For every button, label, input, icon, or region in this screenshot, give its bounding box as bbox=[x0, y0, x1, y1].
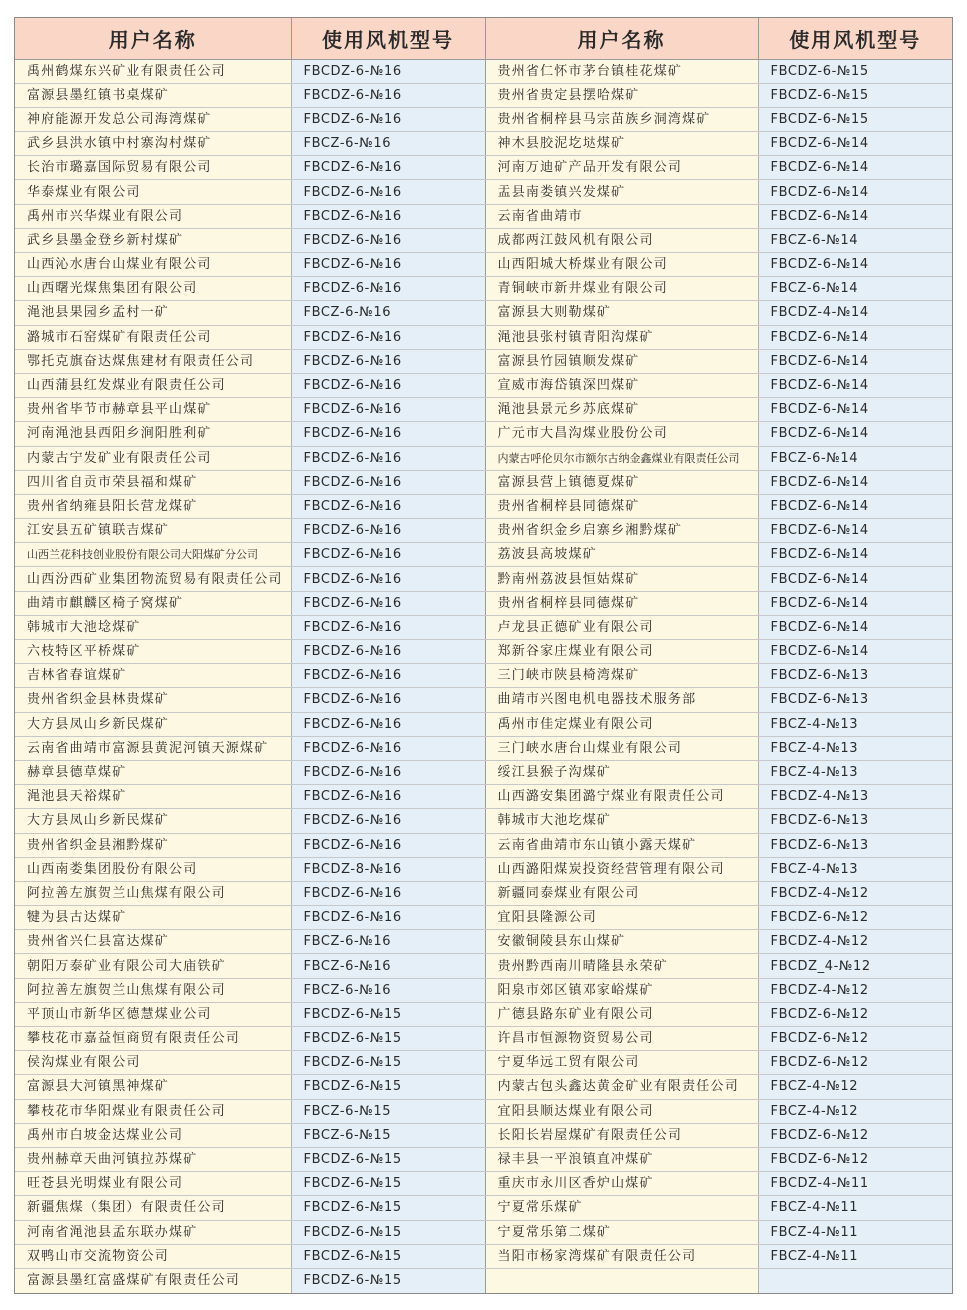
user-name-cell: 武乡县洪水镇中村寨沟村煤矿 bbox=[15, 132, 291, 156]
fan-model-cell: FBCDZ-6-№16 bbox=[291, 204, 485, 228]
fan-model-cell-2: FBCDZ-6-№14 bbox=[758, 519, 952, 543]
user-name-cell-2: 渑池县景元乡苏底煤矿 bbox=[485, 398, 758, 422]
fan-model-cell-2: FBCDZ-6-№14 bbox=[758, 373, 952, 397]
fan-model-cell-2: FBCDZ-6-№14 bbox=[758, 543, 952, 567]
table-row bbox=[15, 398, 952, 422]
fan-model-cell-2: FBCDZ-6-№14 bbox=[758, 640, 952, 664]
table-row bbox=[15, 833, 952, 857]
user-name-cell: 大方县凤山乡新民煤矿 bbox=[15, 712, 291, 736]
fan-model-cell-2: FBCDZ-4-№12 bbox=[758, 978, 952, 1002]
fan-model-cell-2: FBCDZ-4-№12 bbox=[758, 881, 952, 905]
user-name-cell: 山西南娄集团股份有限公司 bbox=[15, 857, 291, 881]
table-row bbox=[15, 1075, 952, 1099]
fan-model-cell: FBCDZ-6-№16 bbox=[291, 591, 485, 615]
table-row bbox=[15, 1268, 952, 1292]
fan-model-cell: FBCDZ-6-№16 bbox=[291, 833, 485, 857]
user-name-cell: 华泰煤业有限公司 bbox=[15, 180, 291, 204]
user-name-cell: 江安县五矿镇联吉煤矿 bbox=[15, 519, 291, 543]
table-row bbox=[15, 760, 952, 784]
fan-model-cell: FBCDZ-6-№15 bbox=[291, 1172, 485, 1196]
user-name-cell-2: 宁夏常乐第二煤矿 bbox=[485, 1220, 758, 1244]
user-name-cell: 富源县大河镇黑神煤矿 bbox=[15, 1075, 291, 1099]
user-name-cell-2: 长阳长岩屋煤矿有限责任公司 bbox=[485, 1123, 758, 1147]
table-row bbox=[15, 446, 952, 470]
fan-model-cell: FBCDZ-6-№16 bbox=[291, 712, 485, 736]
fan-model-cell-2: FBCDZ-6-№14 bbox=[758, 422, 952, 446]
table-row bbox=[15, 156, 952, 180]
fan-model-cell-2: FBCZ-4-№13 bbox=[758, 712, 952, 736]
table-row bbox=[15, 349, 952, 373]
table-row bbox=[15, 470, 952, 494]
table-row bbox=[15, 1220, 952, 1244]
table-row bbox=[15, 253, 952, 277]
user-name-cell: 六枝特区平桥煤矿 bbox=[15, 640, 291, 664]
fan-model-cell-2: FBCDZ-6-№12 bbox=[758, 1051, 952, 1075]
table-row bbox=[15, 1051, 952, 1075]
fan-model-cell: FBCDZ-6-№16 bbox=[291, 640, 485, 664]
user-name-cell: 攀枝花市嘉益恒商贸有限责任公司 bbox=[15, 1027, 291, 1051]
user-name-cell-2: 三门峡水唐台山煤业有限公司 bbox=[485, 736, 758, 760]
table-row bbox=[15, 1196, 952, 1220]
fan-model-cell: FBCDZ-6-№16 bbox=[291, 567, 485, 591]
user-name-cell: 贵州省织金县湘黔煤矿 bbox=[15, 833, 291, 857]
user-name-cell: 曲靖市麒麟区椅子窝煤矿 bbox=[15, 591, 291, 615]
fan-model-cell-2: FBCDZ-6-№12 bbox=[758, 906, 952, 930]
user-name-cell: 阿拉善左旗贺兰山焦煤有限公司 bbox=[15, 881, 291, 905]
user-name-cell: 富源县墨红镇书桌煤矿 bbox=[15, 83, 291, 107]
table-row bbox=[15, 132, 952, 156]
table-row bbox=[15, 954, 952, 978]
user-name-cell: 阿拉善左旗贺兰山焦煤有限公司 bbox=[15, 978, 291, 1002]
user-name-cell: 韩城市大池埝煤矿 bbox=[15, 615, 291, 639]
user-name-cell-2: 山西潞阳煤炭投资经营管理有限公司 bbox=[485, 857, 758, 881]
fan-model-cell: FBCDZ-6-№16 bbox=[291, 615, 485, 639]
fan-model-cell-2: FBCDZ-6-№15 bbox=[758, 59, 952, 83]
user-name-cell-2: 富源县大则勒煤矿 bbox=[485, 301, 758, 325]
fan-model-cell-2: FBCZ-6-№14 bbox=[758, 446, 952, 470]
fan-model-cell-2: FBCDZ-6-№14 bbox=[758, 470, 952, 494]
fan-model-cell: FBCDZ-6-№16 bbox=[291, 543, 485, 567]
user-name-cell-2: 富源县营上镇德夏煤矿 bbox=[485, 470, 758, 494]
user-name-cell: 攀枝花市华阳煤业有限责任公司 bbox=[15, 1099, 291, 1123]
fan-model-cell-2: FBCDZ-6-№14 bbox=[758, 132, 952, 156]
user-name-cell: 犍为县古达煤矿 bbox=[15, 906, 291, 930]
fan-model-cell-2: FBCDZ-6-№14 bbox=[758, 325, 952, 349]
user-name-cell: 神府能源开发总公司海湾煤矿 bbox=[15, 107, 291, 131]
user-name-cell: 贵州省纳雍县阳长营龙煤矿 bbox=[15, 494, 291, 518]
table-row bbox=[15, 615, 952, 639]
user-name-cell-2: 云南省曲靖市东山镇小露天煤矿 bbox=[485, 833, 758, 857]
table-row bbox=[15, 1244, 952, 1268]
fan-model-cell: FBCDZ-6-№15 bbox=[291, 1027, 485, 1051]
fan-model-cell-2: FBCDZ-6-№14 bbox=[758, 156, 952, 180]
user-name-cell-2: 安徽铜陵县东山煤矿 bbox=[485, 930, 758, 954]
user-name-cell: 旺苍县光明煤业有限公司 bbox=[15, 1172, 291, 1196]
table-row bbox=[15, 640, 952, 664]
user-name-cell-2: 禄丰县一平浪镇直冲煤矿 bbox=[485, 1147, 758, 1171]
fan-model-cell: FBCZ-6-№16 bbox=[291, 978, 485, 1002]
fan-model-cell: FBCDZ-6-№16 bbox=[291, 494, 485, 518]
fan-model-cell-2: FBCDZ-6-№14 bbox=[758, 180, 952, 204]
fan-model-cell-2: FBCDZ-6-№14 bbox=[758, 494, 952, 518]
fan-model-cell: FBCZ-6-№16 bbox=[291, 301, 485, 325]
table-body bbox=[15, 59, 952, 1293]
user-name-cell-2: 神木县胶泥圪垯煤矿 bbox=[485, 132, 758, 156]
table-row bbox=[15, 325, 952, 349]
user-name-cell-2: 宁夏常乐煤矿 bbox=[485, 1196, 758, 1220]
fan-model-cell: FBCDZ-6-№15 bbox=[291, 1002, 485, 1026]
table-header-row bbox=[15, 18, 952, 59]
fan-model-cell: FBCDZ-6-№16 bbox=[291, 446, 485, 470]
user-name-cell: 山西曙光煤焦集团有限公司 bbox=[15, 277, 291, 301]
user-name-cell: 贵州省织金县林贵煤矿 bbox=[15, 688, 291, 712]
user-name-cell-2: 禹州市佳定煤业有限公司 bbox=[485, 712, 758, 736]
fan-model-cell-2: FBCZ-6-№14 bbox=[758, 228, 952, 252]
table-row bbox=[15, 785, 952, 809]
user-name-cell-2: 河南万迪矿产品开发有限公司 bbox=[485, 156, 758, 180]
table-row bbox=[15, 1147, 952, 1171]
table-row bbox=[15, 83, 952, 107]
user-name-cell-2: 当阳市杨家湾煤矿有限责任公司 bbox=[485, 1244, 758, 1268]
fan-model-cell: FBCDZ-6-№16 bbox=[291, 253, 485, 277]
fan-model-cell-2: FBCDZ-4-№14 bbox=[758, 301, 952, 325]
fan-model-cell: FBCDZ-6-№15 bbox=[291, 1244, 485, 1268]
user-name-cell-2: 广元市大昌沟煤业股份公司 bbox=[485, 422, 758, 446]
table-row bbox=[15, 688, 952, 712]
fan-model-cell: FBCDZ-6-№16 bbox=[291, 760, 485, 784]
table-row bbox=[15, 422, 952, 446]
fan-model-cell-2: FBCZ-4-№11 bbox=[758, 1220, 952, 1244]
fan-model-cell-2: FBCDZ-6-№12 bbox=[758, 1002, 952, 1026]
fan-model-cell-2: FBCZ-4-№13 bbox=[758, 857, 952, 881]
table-row bbox=[15, 277, 952, 301]
table-row bbox=[15, 881, 952, 905]
fan-model-cell: FBCDZ-6-№16 bbox=[291, 349, 485, 373]
fan-model-cell-2: FBCZ-4-№11 bbox=[758, 1244, 952, 1268]
fan-user-table bbox=[15, 18, 952, 1293]
fan-model-cell: FBCDZ-6-№15 bbox=[291, 1075, 485, 1099]
table-row bbox=[15, 906, 952, 930]
user-name-cell: 渑池县天裕煤矿 bbox=[15, 785, 291, 809]
table-row bbox=[15, 1099, 952, 1123]
fan-model-cell: FBCDZ-6-№16 bbox=[291, 664, 485, 688]
header-user-name-2: 用户名称 bbox=[485, 18, 758, 59]
fan-model-cell: FBCDZ-6-№16 bbox=[291, 277, 485, 301]
user-name-cell-2: 内蒙古包头鑫达黄金矿业有限责任公司 bbox=[485, 1075, 758, 1099]
fan-model-cell: FBCDZ-6-№16 bbox=[291, 373, 485, 397]
user-name-cell: 朝阳万泰矿业有限公司大庙铁矿 bbox=[15, 954, 291, 978]
fan-model-cell-2: FBCDZ-6-№13 bbox=[758, 809, 952, 833]
user-name-cell-2: 贵州省桐梓县同德煤矿 bbox=[485, 591, 758, 615]
user-name-cell-2: 云南省曲靖市 bbox=[485, 204, 758, 228]
table-row bbox=[15, 543, 952, 567]
fan-model-cell-2: FBCDZ-6-№15 bbox=[758, 107, 952, 131]
user-name-cell: 平顶山市新华区德慧煤业公司 bbox=[15, 1002, 291, 1026]
fan-model-cell: FBCDZ-6-№16 bbox=[291, 906, 485, 930]
user-name-cell-2 bbox=[485, 1268, 758, 1292]
table-row bbox=[15, 857, 952, 881]
fan-model-cell: FBCDZ-6-№16 bbox=[291, 156, 485, 180]
user-name-cell: 双鸭山市交流物资公司 bbox=[15, 1244, 291, 1268]
user-name-cell: 富源县墨红富盛煤矿有限责任公司 bbox=[15, 1268, 291, 1292]
user-name-cell: 河南渑池县西阳乡涧阳胜利矿 bbox=[15, 422, 291, 446]
fan-model-cell: FBCDZ-6-№16 bbox=[291, 83, 485, 107]
fan-model-cell: FBCZ-6-№15 bbox=[291, 1123, 485, 1147]
user-name-cell-2: 贵州省桐梓县同德煤矿 bbox=[485, 494, 758, 518]
user-name-cell: 吉林省春谊煤矿 bbox=[15, 664, 291, 688]
header-fan-model: 使用风机型号 bbox=[291, 18, 485, 59]
user-name-cell-2: 重庆市永川区香炉山煤矿 bbox=[485, 1172, 758, 1196]
fan-model-cell-2: FBCDZ-6-№13 bbox=[758, 688, 952, 712]
table-row bbox=[15, 180, 952, 204]
user-name-cell: 云南省曲靖市富源县黄泥河镇天源煤矿 bbox=[15, 736, 291, 760]
fan-model-cell: FBCDZ-6-№16 bbox=[291, 809, 485, 833]
fan-model-cell: FBCZ-6-№15 bbox=[291, 1099, 485, 1123]
fan-model-cell-2: FBCZ-4-№12 bbox=[758, 1099, 952, 1123]
fan-model-cell: FBCDZ-6-№16 bbox=[291, 228, 485, 252]
fan-model-cell-2: FBCZ-4-№12 bbox=[758, 1075, 952, 1099]
fan-model-cell: FBCDZ-6-№16 bbox=[291, 107, 485, 131]
fan-model-cell-2: FBCZ-6-№14 bbox=[758, 277, 952, 301]
table-row bbox=[15, 591, 952, 615]
fan-model-cell: FBCDZ-6-№16 bbox=[291, 881, 485, 905]
user-name-cell: 山西沁水唐台山煤业有限公司 bbox=[15, 253, 291, 277]
user-name-cell-2: 许昌市恒源物资贸易公司 bbox=[485, 1027, 758, 1051]
user-name-cell-2: 山西阳城大桥煤业有限公司 bbox=[485, 253, 758, 277]
table-row bbox=[15, 712, 952, 736]
fan-model-cell: FBCDZ-6-№16 bbox=[291, 688, 485, 712]
user-name-cell: 河南省渑池县孟东联办煤矿 bbox=[15, 1220, 291, 1244]
fan-model-cell-2: FBCDZ-6-№12 bbox=[758, 1123, 952, 1147]
fan-model-cell: FBCDZ-6-№16 bbox=[291, 180, 485, 204]
user-name-cell-2: 宜阳县顺达煤业有限公司 bbox=[485, 1099, 758, 1123]
user-name-cell-2: 卢龙县正德矿业有限公司 bbox=[485, 615, 758, 639]
user-name-cell-2: 绥江县猴子沟煤矿 bbox=[485, 760, 758, 784]
fan-model-cell-2 bbox=[758, 1268, 952, 1292]
user-name-cell-2: 宜阳县隆源公司 bbox=[485, 906, 758, 930]
fan-model-cell-2: FBCDZ-6-№14 bbox=[758, 349, 952, 373]
user-name-cell: 山西兰花科技创业股份有限公司大阳煤矿分公司 bbox=[15, 543, 291, 567]
header-user-name: 用户名称 bbox=[15, 18, 291, 59]
fan-model-cell-2: FBCDZ-6-№14 bbox=[758, 615, 952, 639]
user-name-cell-2: 渑池县张村镇青阳沟煤矿 bbox=[485, 325, 758, 349]
fan-model-cell: FBCDZ-8-№16 bbox=[291, 857, 485, 881]
fan-model-cell: FBCDZ-6-№16 bbox=[291, 785, 485, 809]
user-name-cell: 贵州省兴仁县富达煤矿 bbox=[15, 930, 291, 954]
fan-model-cell-2: FBCZ-4-№13 bbox=[758, 760, 952, 784]
fan-model-cell-2: FBCDZ-4-№11 bbox=[758, 1172, 952, 1196]
fan-model-cell: FBCDZ-6-№16 bbox=[291, 325, 485, 349]
fan-model-cell-2: FBCDZ-6-№12 bbox=[758, 1147, 952, 1171]
fan-model-cell: FBCZ-6-№16 bbox=[291, 954, 485, 978]
user-name-cell-2: 贵州省桐梓县马宗苗族乡洞湾煤矿 bbox=[485, 107, 758, 131]
table-row bbox=[15, 373, 952, 397]
user-name-cell-2: 韩城市大池圪煤矿 bbox=[485, 809, 758, 833]
fan-model-cell-2: FBCDZ-6-№13 bbox=[758, 833, 952, 857]
fan-model-cell: FBCDZ-6-№15 bbox=[291, 1147, 485, 1171]
fan-model-cell: FBCDZ-6-№15 bbox=[291, 1268, 485, 1292]
user-name-cell: 禹州市白坡金达煤业公司 bbox=[15, 1123, 291, 1147]
user-name-cell: 渑池县果园乡孟村一矿 bbox=[15, 301, 291, 325]
fan-model-cell: FBCDZ-6-№15 bbox=[291, 1196, 485, 1220]
fan-model-cell: FBCDZ-6-№16 bbox=[291, 422, 485, 446]
table-row bbox=[15, 809, 952, 833]
user-name-cell: 赫章县德草煤矿 bbox=[15, 760, 291, 784]
user-name-cell-2: 青铜峡市新井煤业有限公司 bbox=[485, 277, 758, 301]
table-row bbox=[15, 204, 952, 228]
fan-model-cell-2: FBCZ-4-№13 bbox=[758, 736, 952, 760]
fan-model-cell: FBCDZ-6-№16 bbox=[291, 398, 485, 422]
table-row bbox=[15, 519, 952, 543]
user-name-cell-2: 内蒙古呼伦贝尔市额尔古纳金鑫煤业有限责任公司 bbox=[485, 446, 758, 470]
user-name-cell: 侯沟煤业有限公司 bbox=[15, 1051, 291, 1075]
user-name-cell-2: 宁夏华远工贸有限公司 bbox=[485, 1051, 758, 1075]
user-name-cell-2: 新疆同泰煤业有限公司 bbox=[485, 881, 758, 905]
user-name-cell-2: 曲靖市兴图电机电器技术服务部 bbox=[485, 688, 758, 712]
user-name-cell-2: 贵州省贵定县摆哈煤矿 bbox=[485, 83, 758, 107]
user-name-cell: 贵州赫章天曲河镇拉苏煤矿 bbox=[15, 1147, 291, 1171]
table-row bbox=[15, 567, 952, 591]
fan-model-cell-2: FBCDZ-6-№14 bbox=[758, 204, 952, 228]
fan-model-cell: FBCDZ-6-№16 bbox=[291, 470, 485, 494]
table-row bbox=[15, 59, 952, 83]
fan-model-cell-2: FBCDZ-6-№14 bbox=[758, 253, 952, 277]
user-name-cell-2: 山西潞安集团潞宁煤业有限责任公司 bbox=[485, 785, 758, 809]
user-name-cell-2: 贵州黔西南川晴隆县永荣矿 bbox=[485, 954, 758, 978]
user-name-cell-2: 贵州省仁怀市茅台镇桂花煤矿 bbox=[485, 59, 758, 83]
fan-model-cell: FBCZ-6-№16 bbox=[291, 132, 485, 156]
user-name-cell: 鄂托克旗奋达煤焦建材有限责任公司 bbox=[15, 349, 291, 373]
fan-model-cell: FBCDZ-6-№16 bbox=[291, 736, 485, 760]
table-row bbox=[15, 1027, 952, 1051]
fan-model-cell-2: FBCDZ-6-№14 bbox=[758, 591, 952, 615]
table-row bbox=[15, 228, 952, 252]
fan-model-cell: FBCDZ-6-№16 bbox=[291, 519, 485, 543]
user-name-cell: 内蒙古宁发矿业有限责任公司 bbox=[15, 446, 291, 470]
fan-model-cell-2: FBCDZ-6-№12 bbox=[758, 1027, 952, 1051]
user-name-cell: 禹州市兴华煤业有限公司 bbox=[15, 204, 291, 228]
user-name-cell: 大方县凤山乡新民煤矿 bbox=[15, 809, 291, 833]
fan-model-cell: FBCDZ-6-№15 bbox=[291, 1220, 485, 1244]
user-name-cell-2: 郑新谷家庄煤业有限公司 bbox=[485, 640, 758, 664]
table-row bbox=[15, 736, 952, 760]
user-name-cell: 长治市璐嘉国际贸易有限公司 bbox=[15, 156, 291, 180]
fan-model-cell-2: FBCDZ-4-№13 bbox=[758, 785, 952, 809]
user-name-cell-2: 黔南州荔波县恒姑煤矿 bbox=[485, 567, 758, 591]
table-row bbox=[15, 494, 952, 518]
fan-model-cell-2: FBCDZ-4-№12 bbox=[758, 930, 952, 954]
user-name-cell: 山西蒲县红发煤业有限责任公司 bbox=[15, 373, 291, 397]
user-name-cell: 禹州鹤煤东兴矿业有限责任公司 bbox=[15, 59, 291, 83]
table-row bbox=[15, 978, 952, 1002]
table-row bbox=[15, 1002, 952, 1026]
fan-model-cell-2: FBCDZ-6-№13 bbox=[758, 664, 952, 688]
fan-model-cell-2: FBCDZ-6-№15 bbox=[758, 83, 952, 107]
table-row bbox=[15, 1172, 952, 1196]
header-fan-model-2: 使用风机型号 bbox=[758, 18, 952, 59]
fan-user-list-sheet bbox=[14, 17, 953, 1294]
fan-model-cell: FBCZ-6-№16 bbox=[291, 930, 485, 954]
user-name-cell-2: 阳泉市郊区镇邓家峪煤矿 bbox=[485, 978, 758, 1002]
user-name-cell: 武乡县墨金登乡新村煤矿 bbox=[15, 228, 291, 252]
user-name-cell-2: 荔波县高坡煤矿 bbox=[485, 543, 758, 567]
user-name-cell-2: 广德县路东矿业有限公司 bbox=[485, 1002, 758, 1026]
table-row bbox=[15, 107, 952, 131]
user-name-cell-2: 富源县竹园镇顺发煤矿 bbox=[485, 349, 758, 373]
table-row bbox=[15, 1123, 952, 1147]
fan-model-cell: FBCDZ-6-№16 bbox=[291, 59, 485, 83]
user-name-cell-2: 成都两江鼓风机有限公司 bbox=[485, 228, 758, 252]
fan-model-cell-2: FBCDZ-6-№14 bbox=[758, 398, 952, 422]
table-row bbox=[15, 930, 952, 954]
user-name-cell: 四川省自贡市荣县福和煤矿 bbox=[15, 470, 291, 494]
user-name-cell-2: 贵州省织金乡启寨乡湘黔煤矿 bbox=[485, 519, 758, 543]
fan-model-cell: FBCDZ-6-№15 bbox=[291, 1051, 485, 1075]
user-name-cell: 山西汾西矿业集团物流贸易有限责任公司 bbox=[15, 567, 291, 591]
fan-model-cell-2: FBCDZ_4-№12 bbox=[758, 954, 952, 978]
fan-model-cell-2: FBCZ-4-№11 bbox=[758, 1196, 952, 1220]
user-name-cell-2: 三门峡市陕县椅湾煤矿 bbox=[485, 664, 758, 688]
user-name-cell: 潞城市石窑煤矿有限责任公司 bbox=[15, 325, 291, 349]
table-row bbox=[15, 301, 952, 325]
fan-model-cell-2: FBCDZ-6-№14 bbox=[758, 567, 952, 591]
user-name-cell-2: 盂县南娄镇兴发煤矿 bbox=[485, 180, 758, 204]
user-name-cell: 新疆焦煤（集团）有限责任公司 bbox=[15, 1196, 291, 1220]
table-row bbox=[15, 664, 952, 688]
user-name-cell: 贵州省毕节市赫章县平山煤矿 bbox=[15, 398, 291, 422]
user-name-cell-2: 宣威市海岱镇深凹煤矿 bbox=[485, 373, 758, 397]
